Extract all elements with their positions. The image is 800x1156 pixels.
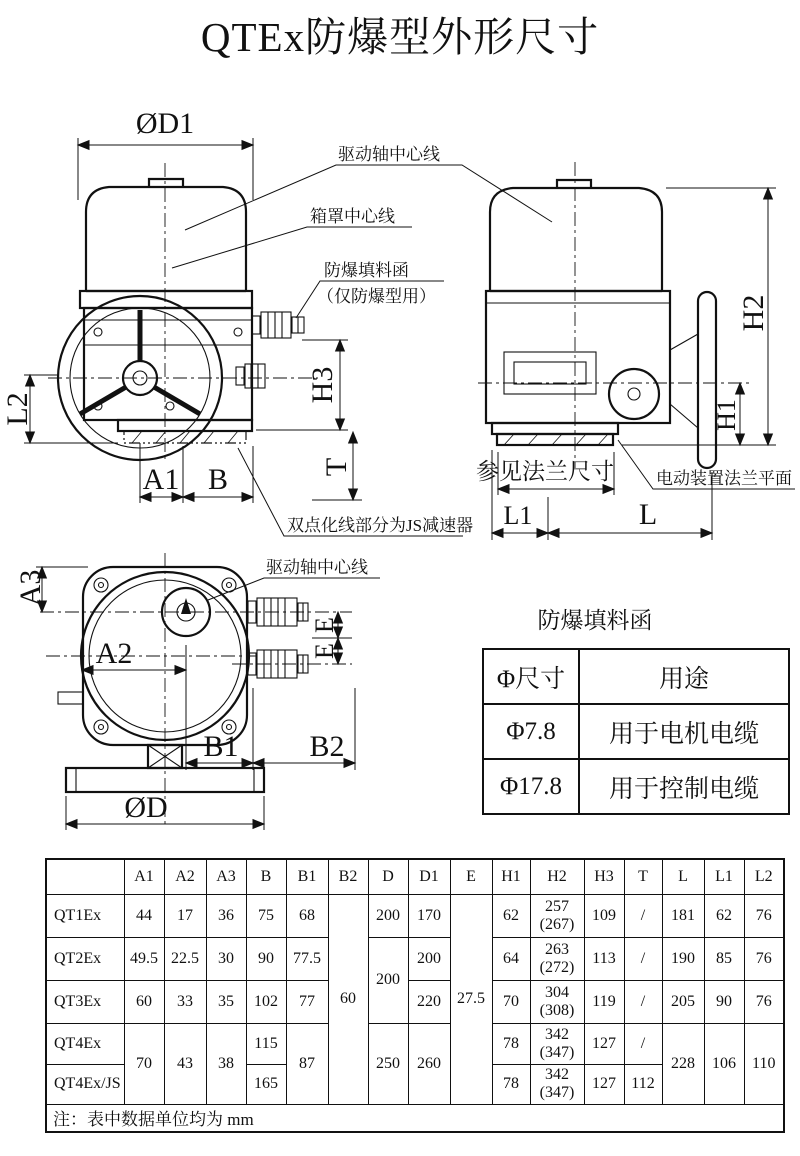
dim-label-od1: ØD1 — [135, 107, 195, 140]
dim-cell: 49.5 — [124, 937, 164, 980]
annotation-cover-centerline: 箱罩中心线 — [310, 207, 395, 226]
col-header-l1: L1 — [704, 859, 744, 894]
dim-cell: 109 — [584, 894, 624, 937]
col-header-h2: H2 — [530, 859, 584, 894]
dim-cell: 90 — [246, 937, 286, 980]
gland-col-size-header: Φ尺寸 — [483, 649, 579, 704]
col-header-d: D — [368, 859, 408, 894]
annotation-drive-shaft-centerline-top: 驱动轴中心线 — [266, 558, 368, 577]
dim-cell: 220 — [408, 980, 450, 1023]
dim-label-l: L — [638, 498, 658, 531]
dim-cell: 78 — [492, 1064, 530, 1104]
dim-cell: 75 — [246, 894, 286, 937]
dim-cell: 102 — [246, 980, 286, 1023]
side-view-drawing — [476, 162, 795, 540]
gland-size: Φ7.8 — [483, 704, 579, 759]
dim-cell: 113 — [584, 937, 624, 980]
dim-cell: 119 — [584, 980, 624, 1023]
row-label: QT4Ex — [46, 1023, 124, 1064]
dim-cell-merged: 70 — [124, 1023, 164, 1104]
dim-label-b: B — [207, 463, 229, 496]
dim-cell: 190 — [662, 937, 704, 980]
dim-cell: 35 — [206, 980, 246, 1023]
dim-cell: 115 — [246, 1023, 286, 1064]
gland-use: 用于控制电缆 — [579, 759, 789, 814]
table-note-row — [46, 1104, 784, 1132]
dim-cell: 17 — [164, 894, 206, 937]
dim-cell: 22.5 — [164, 937, 206, 980]
dim-cell: 112 — [624, 1064, 662, 1104]
dim-cell: 200 — [368, 894, 408, 937]
col-header-l: L — [662, 859, 704, 894]
dim-cell: 33 — [164, 980, 206, 1023]
dim-label-b1: B1 — [203, 730, 239, 763]
dim-cell: 77 — [286, 980, 328, 1023]
dim-cell-merged: 106 — [704, 1023, 744, 1104]
dim-cell: 257 (267) — [530, 894, 584, 937]
cable-gland-upper — [252, 312, 304, 338]
gland-col-use-header: 用途 — [579, 649, 789, 704]
dim-label-h2: H2 — [737, 294, 770, 332]
dimension-table — [45, 858, 785, 1133]
dim-cell-merged: 110 — [744, 1023, 784, 1104]
dim-cell-merged-d: 200 — [368, 937, 408, 1023]
dim-cell: 76 — [744, 894, 784, 937]
gland-table-title: 防爆填料函 — [537, 608, 653, 633]
dim-label-h3: H3 — [306, 366, 339, 404]
col-header-t: T — [624, 859, 662, 894]
col-header-h1: H1 — [492, 859, 530, 894]
row-label: QT4Ex/JS — [46, 1064, 124, 1104]
col-header-l2: L2 — [744, 859, 784, 894]
dim-cell: 76 — [744, 937, 784, 980]
gland-use: 用于电机电缆 — [579, 704, 789, 759]
dim-cell: 170 — [408, 894, 450, 937]
annotation-js-reducer: 双点化线部分为JS减速器 — [287, 516, 474, 535]
dim-cell: / — [624, 1023, 662, 1064]
page-title: QTEx防爆型外形尺寸 — [200, 14, 600, 60]
dim-cell-merged-b2: 60 — [328, 894, 368, 1104]
dim-cell-merged-e: 27.5 — [450, 894, 492, 1104]
dim-cell: 342 (347) — [530, 1023, 584, 1064]
dim-cell: 36 — [206, 894, 246, 937]
gland-table-header-row — [483, 649, 789, 704]
col-header-a3: A3 — [206, 859, 246, 894]
dim-cell: 127 — [584, 1064, 624, 1104]
annotation-stuffing-box-note: （仅防爆型用） — [317, 287, 436, 306]
dim-cell: 342 (347) — [530, 1064, 584, 1104]
dim-cell: 304 (308) — [530, 980, 584, 1023]
dim-label-b2: B2 — [309, 730, 345, 763]
col-header-a2: A2 — [164, 859, 206, 894]
gland-size: Φ17.8 — [483, 759, 579, 814]
dim-cell: / — [624, 980, 662, 1023]
dim-cell: 77.5 — [286, 937, 328, 980]
dim-label-a3: A3 — [14, 569, 47, 607]
dim-label-l2: L2 — [1, 392, 34, 426]
gland-table — [482, 648, 790, 815]
gland-table-row — [483, 759, 789, 814]
table-row-qt2ex — [46, 937, 784, 980]
dim-cell: 60 — [124, 980, 164, 1023]
col-header-b1: B1 — [286, 859, 328, 894]
dim-cell: 263 (272) — [530, 937, 584, 980]
cable-gland-lower — [236, 364, 265, 388]
dim-label-a2: A2 — [95, 637, 133, 670]
cable-gland-top-2 — [248, 650, 308, 678]
dim-cell-merged: 250 — [368, 1023, 408, 1104]
front-view-drawing — [1, 107, 552, 536]
row-label: QT2Ex — [46, 937, 124, 980]
dim-cell: 62 — [492, 894, 530, 937]
dim-cell: 200 — [408, 937, 450, 980]
col-header-h3: H3 — [584, 859, 624, 894]
dim-cell: 44 — [124, 894, 164, 937]
dim-label-t: T — [320, 457, 353, 477]
table-row-qt3ex — [46, 980, 784, 1023]
dim-cell: 127 — [584, 1023, 624, 1064]
dim-cell: / — [624, 894, 662, 937]
dim-cell: 62 — [704, 894, 744, 937]
dim-cell: 165 — [246, 1064, 286, 1104]
annotation-drive-shaft-centerline: 驱动轴中心线 — [338, 145, 440, 164]
dim-cell-merged: 228 — [662, 1023, 704, 1104]
row-label: QT1Ex — [46, 894, 124, 937]
dim-cell: 78 — [492, 1023, 530, 1064]
dim-cell: 90 — [704, 980, 744, 1023]
top-view-drawing — [14, 553, 380, 830]
dim-cell: 64 — [492, 937, 530, 980]
dim-label-a1: A1 — [142, 463, 180, 496]
dim-label-h1: H1 — [712, 399, 741, 431]
dim-label-e-bottom: E — [310, 643, 339, 659]
unit-note: 注：表中数据单位均为 mm — [46, 1104, 784, 1132]
annotation-stuffing-box: 防爆填料函 — [324, 261, 409, 280]
gland-table-row — [483, 704, 789, 759]
col-header-e: E — [450, 859, 492, 894]
dim-cell: 70 — [492, 980, 530, 1023]
table-row-qt1ex — [46, 894, 784, 937]
corner-cell — [46, 859, 124, 894]
dim-table-header-row — [46, 859, 784, 894]
dim-cell: 68 — [286, 894, 328, 937]
dim-cell-merged: 43 — [164, 1023, 206, 1104]
handwheel-side — [670, 292, 716, 468]
dim-cell: 181 — [662, 894, 704, 937]
col-header-a1: A1 — [124, 859, 164, 894]
row-label: QT3Ex — [46, 980, 124, 1023]
dim-cell-merged: 87 — [286, 1023, 328, 1104]
dim-cell: 30 — [206, 937, 246, 980]
dim-cell: / — [624, 937, 662, 980]
annotation-see-flange-size: 参见法兰尺寸 — [476, 459, 614, 484]
dim-cell: 85 — [704, 937, 744, 980]
dim-cell-merged: 260 — [408, 1023, 450, 1104]
dim-label-e-top: E — [310, 617, 339, 633]
dim-label-l1: L1 — [503, 501, 533, 530]
dim-cell-merged: 38 — [206, 1023, 246, 1104]
table-row-qt4ex — [46, 1023, 784, 1064]
col-header-b2: B2 — [328, 859, 368, 894]
dim-cell: 205 — [662, 980, 704, 1023]
dim-label-od: ØD — [124, 791, 168, 824]
annotation-flange-plane: 电动装置法兰平面 — [656, 469, 792, 488]
col-header-b: B — [246, 859, 286, 894]
col-header-d1: D1 — [408, 859, 450, 894]
dim-cell: 76 — [744, 980, 784, 1023]
